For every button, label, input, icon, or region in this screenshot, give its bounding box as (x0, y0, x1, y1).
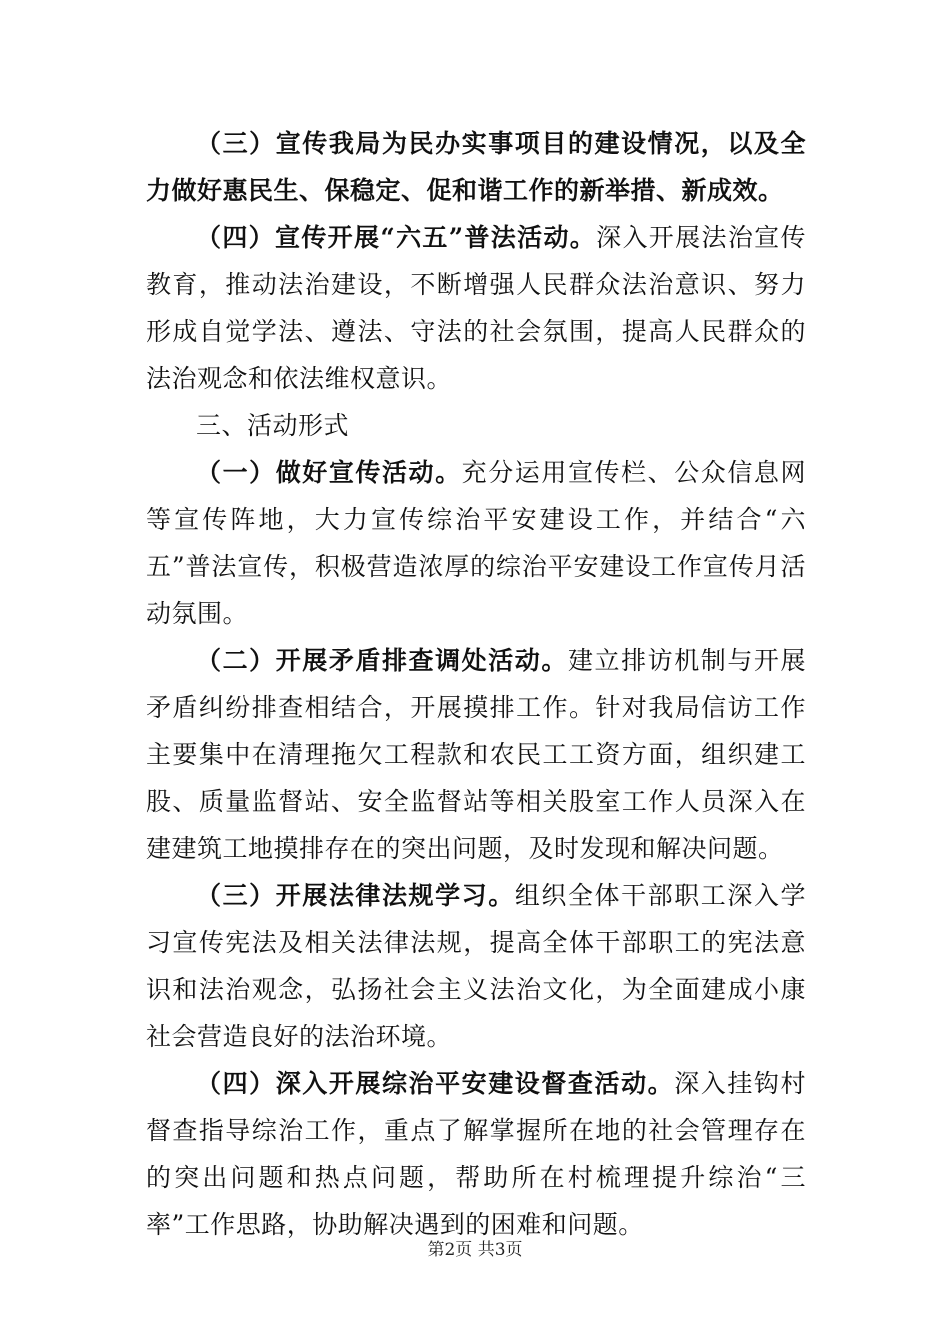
document-body (146, 120, 806, 1248)
section-heading-activity-forms: 三、活动形式 (196, 411, 350, 440)
activity-safety-inspection (146, 1060, 806, 1248)
activity-lead: （二）开展矛盾排查调处活动。 (196, 646, 568, 675)
activity-text: 深入挂钩村督查指导综治工作，重点了解掌握所在地的社会管理存在的突出问题和热点问题，帮助所在村梳理提升综治“三率”工作思路，协助解决遇到的困难和问题。 (146, 1069, 806, 1239)
paragraph-publicity-practical-projects (146, 120, 806, 214)
paragraph-lead: （四）宣传开展“六五”普法活动。 (196, 223, 597, 252)
activity-law-study (146, 872, 806, 1060)
paragraph-lead: （三）宣传我局为民办实事项目的建设情况，以及全力做好惠民生、保稳定、促和谐工作的新举措、新成效。 (146, 129, 806, 205)
activity-lead: （四）深入开展综治平安建设督查活动。 (196, 1069, 675, 1098)
activity-lead: （三）开展法律法规学习。 (196, 881, 515, 910)
page-number-footer: 第2页 共3页 (427, 1240, 523, 1260)
activity-text: 充分运用宣传栏、公众信息网等宣传阵地，大力宣传综治平安建设工作，并结合“六五”普法宣传，积极营造浓厚的综治平安建设工作宣传月活动氛围。 (146, 458, 806, 628)
activity-publicity (146, 449, 806, 637)
activity-dispute-investigation (146, 637, 806, 872)
activity-text: 组织全体干部职工深入学习宣传宪法及相关法律法规，提高全体干部职工的宪法意识和法治观念，弘扬社会主义法治文化，为全面建成小康社会营造良好的法治环境。 (146, 881, 806, 1051)
paragraph-six-five-law-popularization (146, 214, 806, 402)
activity-text: 建立排访机制与开展矛盾纠纷排查相结合，开展摸排工作。针对我局信访工作主要集中在清理拖欠工程款和农民工工资方面，组织建工股、质量监督站、安全监督站等相关股室工作人员深入在建建筑工地摸排存在的突出问题，及时发现和解决问题。 (146, 646, 806, 863)
paragraph-text: 深入开展法治宣传教育，推动法治建设，不断增强人民群众法治意识、努力形成自觉学法、遵法、守法的社会氛围，提高人民群众的法治观念和依法维权意识。 (146, 223, 806, 393)
activity-lead: （一）做好宣传活动。 (196, 458, 462, 487)
